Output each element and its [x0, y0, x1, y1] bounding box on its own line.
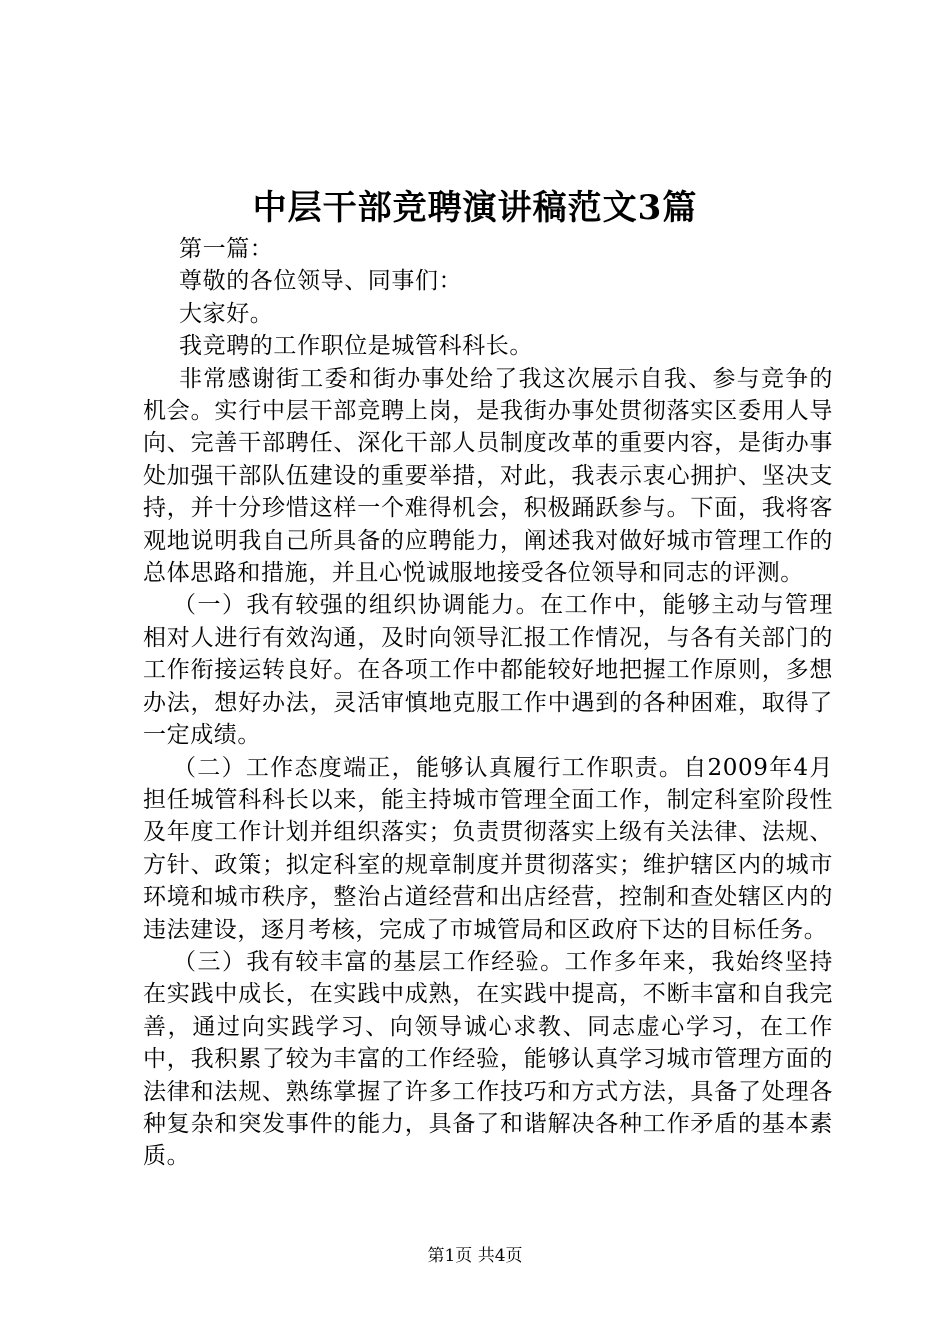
- salutation: 尊敬的各位领导、同事们：: [179, 268, 463, 295]
- document-body: [143, 233, 833, 1173]
- point-one-paragraph: （一）我有较强的组织协调能力。在工作中，能够主动与管理相对人进行有效沟通，及时向领导汇报工作情况，与各有关部门的工作衔接运转良好。在各项工作中都能较好地把握工作原则，多想办法，想好办法，灵活审慎地克服工作中遇到的各种困难，取得了一定成绩。: [143, 592, 833, 749]
- point-three-paragraph: （三）我有较丰富的基层工作经验。工作多年来，我始终坚持在实践中成长，在实践中成熟，在实践中提高，不断丰富和自我完善，通过向实践学习、向领导诚心求教、同志虚心学习，在工作中，我积累了较为丰富的工作经验，能够认真学习城市管理方面的法律和法规、熟练掌握了许多工作技巧和方式方法，具备了处理各种复杂和突发事件的能力，具备了和谐解决各种工作矛盾的基本素质。: [143, 948, 833, 1170]
- section-heading: 第一篇：: [179, 236, 274, 262]
- greeting: 大家好。: [179, 300, 274, 327]
- position-statement: 我竞聘的工作职位是城管科科长。: [179, 333, 533, 360]
- page-number-footer: 第1页 共4页: [427, 1246, 523, 1266]
- document-title: 中层干部竞聘演讲稿范文3篇: [252, 188, 698, 228]
- intro-paragraph: 非常感谢街工委和街办事处给了我这次展示自我、参与竞争的机会。实行中层干部竞聘上岗，是我街办事处贯彻落实区委用人导向、完善干部聘任、深化干部人员制度改革的重要内容，是街办事处加强干部队伍建设的重要举措，对此，我表示衷心拥护、坚决支持，并十分珍惜这样一个难得机会，积极踊跃参与。下面，我将客观地说明我自己所具备的应聘能力，阐述我对做好城市管理工作的总体思路和措施，并且心悦诚服地接受各位领导和同志的评测。: [143, 365, 833, 587]
- point-two-paragraph: （二）工作态度端正，能够认真履行工作职责。自2009年4月担任城管科科长以来，能主持城市管理全面工作，制定科室阶段性及年度工作计划并组织落实；负责贯彻落实上级有关法律、法规、方针、政策；拟定科室的规章制度并贯彻落实；维护辖区内的城市环境和城市秩序，整治占道经营和出店经营，控制和查处辖区内的违法建设，逐月考核，完成了市城管局和区政府下达的目标任务。: [143, 754, 833, 943]
